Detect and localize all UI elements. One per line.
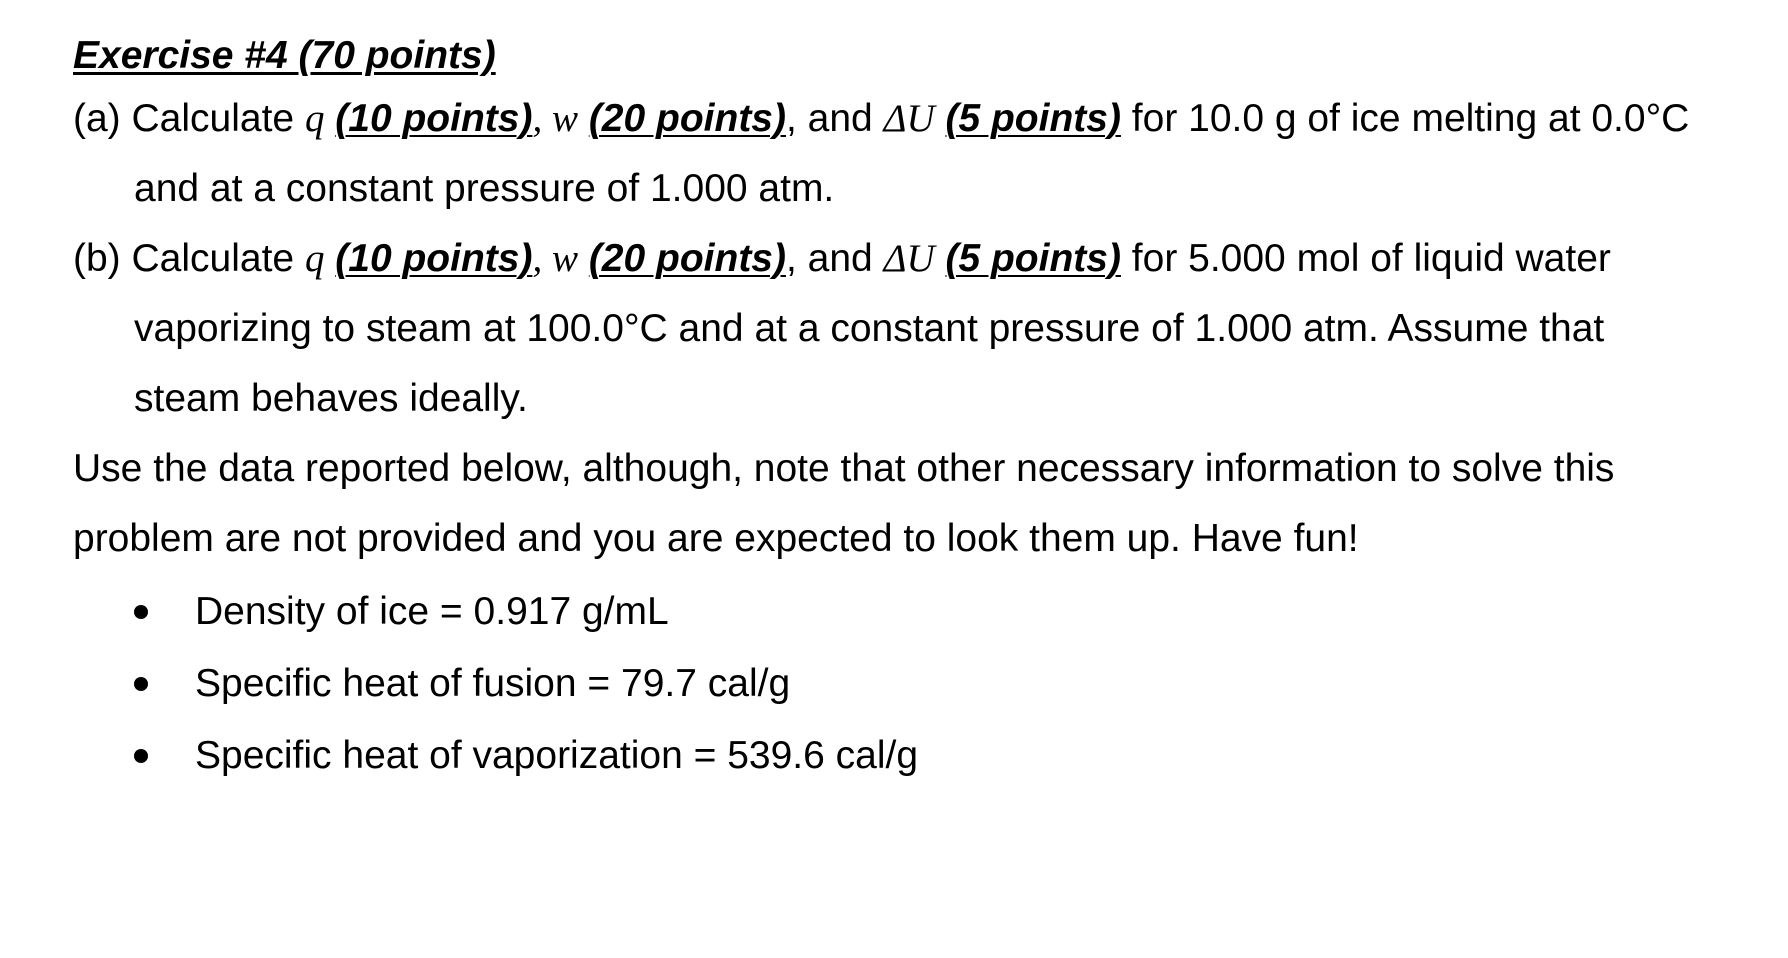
part-b-text: for 5.000 mol of liquid water vaporizing to steam at 100.0°C and at a constant pressure of 1.000 atm. Assume that steam behaves ideally. — [134, 237, 1611, 420]
list-item — [73, 576, 1693, 648]
data-list — [73, 576, 1693, 792]
list-item — [73, 648, 1693, 720]
part-a-text: for 10.0 g of ice melting at 0.0°C and at a constant pressure of 1.000 atm. — [134, 97, 1690, 210]
w-variable: w — [551, 97, 578, 140]
bullet-icon — [134, 677, 148, 691]
list-item-text: Density of ice = 0.917 g/mL — [195, 590, 669, 633]
list-item-text: Specific heat of fusion = 79.7 cal/g — [195, 662, 791, 705]
q-variable: q — [304, 97, 325, 140]
separator: , — [532, 97, 552, 140]
part-b-label: (b) Calculate — [73, 237, 305, 280]
q-points: (10 points) — [335, 237, 533, 280]
delta-u-points: (5 points) — [945, 237, 1121, 280]
delta-u-variable: ΔU — [883, 237, 935, 280]
w-points: (20 points) — [588, 97, 786, 140]
bullet-icon — [134, 605, 148, 619]
part-a-label: (a) Calculate — [73, 97, 305, 140]
instructions: Use the data reported below, although, note that other necessary information to solve this problem are not provided and you are expected to look them up. Have fun! — [73, 447, 1615, 560]
separator-and: , and — [785, 97, 884, 140]
separator-and: , and — [785, 237, 884, 280]
part-a — [73, 84, 1693, 224]
exercise-title: Exercise #4 (70 points) — [73, 34, 496, 77]
document — [73, 28, 1693, 792]
list-item — [73, 720, 1693, 792]
delta-u-variable: ΔU — [883, 97, 935, 140]
bullet-icon — [134, 749, 148, 763]
w-variable: w — [551, 237, 578, 280]
w-points: (20 points) — [588, 237, 786, 280]
part-b — [73, 224, 1693, 434]
list-item-text: Specific heat of vaporization = 539.6 cal/g — [195, 734, 919, 777]
q-points: (10 points) — [335, 97, 533, 140]
separator: , — [532, 237, 552, 280]
delta-u-points: (5 points) — [945, 97, 1121, 140]
q-variable: q — [304, 237, 325, 280]
